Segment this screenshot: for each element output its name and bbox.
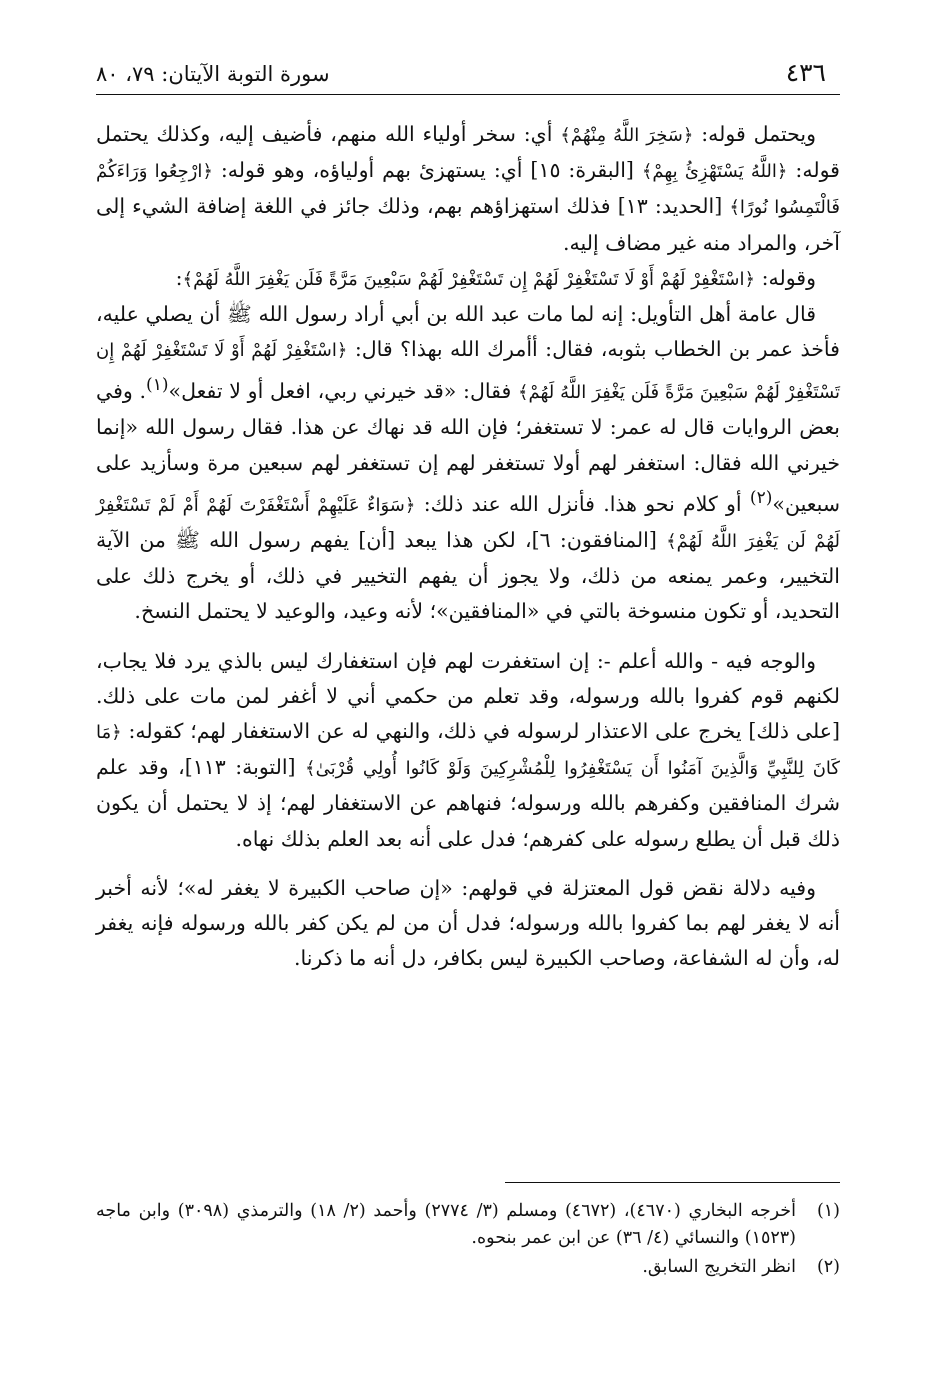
text-run: أي: سخر أولياء الله منهم، فأضيف إليه، وكذلك يحتمل قوله: [96, 122, 840, 183]
text-run: أو كلام نحو هذا. فأنزل الله عند ذلك: [415, 491, 750, 516]
paragraph-3 [96, 297, 840, 629]
footnote-number: (١) [816, 1201, 840, 1221]
quran-quote: ﴿ارْجِعُوا وَرَاءَكُمْ فَالْتَمِسُوا نُورًا﴾ [96, 161, 840, 219]
page-number: ٤٣٦ [785, 58, 826, 87]
footnote-text: انظر التخريج السابق. [642, 1257, 796, 1277]
running-title: سورة التوبة الآيتان: ٧٩، ٨٠ [96, 62, 330, 86]
footnote-ref-1[interactable]: (١) [146, 375, 169, 396]
footnote-number: (٢) [816, 1257, 840, 1277]
text-run: [البقرة: ١٥] أي: يستهزئ بهم أولياؤه، وهو قوله: [212, 158, 642, 183]
text-run: والوجه فيه - والله أعلم -: إن استغفرت لهم فإن استغفارك ليس بالذي يرد فلا يجاب، لكنهم قوم كفروا بالله ورسوله، وقد تعلم من حكمي أني لا أغفر لمن مات على ذلك. [على ذلك] يخرج على الاعتذار لرسوله في ذلك، والنهي له عن الاستغفار لهم؛ كقوله: [96, 648, 840, 743]
text-run: فقال: «قد خيرني ربي، افعل أو لا تفعل» [168, 379, 518, 404]
footnote-divider [505, 1182, 840, 1183]
footnote-ref-2[interactable]: (٢) [749, 487, 773, 508]
text-run: . وفي بعض الروايات قال له عمر: لا تستغفر؛ فإن الله قد نهاك عن هذا. فقال رسول الله «إنما خيرني الله فقال: استغفر لهم أولا تستغفر لهم إن تستغفر لهم سبعين مرة وسأزيد على سبعين» [96, 379, 841, 516]
quran-quote: ﴿اسْتَغْفِرْ لَهُمْ أَوْ لَا تَسْتَغْفِرْ لَهُمْ إِن تَسْتَغْفِرْ لَهُمْ سَبْعِينَ مَرَّةً فَلَن يَغْفِرَ اللَّهُ لَهُمْ﴾ [96, 340, 841, 404]
paragraph-1 [96, 117, 840, 261]
paragraph-2 [96, 261, 840, 297]
paragraph-5 [96, 871, 840, 977]
text-run: [الحديد: ١٣] فذلك استهزاؤهم بهم، وذلك جائز في اللغة إضافة الشيء إلى آخر، والمراد منه غير مضاف إليه. [96, 194, 840, 255]
text-run: ويحتمل قوله: [693, 122, 817, 146]
footnote-2 [96, 1254, 840, 1281]
footnotes [96, 1198, 840, 1283]
text-run: وفيه دلالة نقض قول المعتزلة في قولهم: «إن صاحب الكبيرة لا يغفر له»؛ لأنه أخبر أنه لا يغفر لهم بما كفروا بالله ورسوله؛ فدل أن من لم يكن كفر بالله ورسوله فإنه يغفر له، وأن له الشفاعة، وصاحب الكبيرة ليس بكافر، دل أنه ما ذكرنا. [96, 875, 840, 971]
quran-quote: ﴿مَا كَانَ لِلنَّبِيِّ وَالَّذِينَ آمَنُوا أَن يَسْتَغْفِرُوا لِلْمُشْرِكِينَ وَلَوْ كَانُوا أُولِي قُرْبَىٰ﴾ [96, 721, 840, 780]
page-header [96, 52, 840, 95]
quran-quote: ﴿سَوَاءٌ عَلَيْهِمْ أَسْتَغْفَرْتَ لَهُمْ أَمْ لَمْ تَسْتَغْفِرْ لَهُمْ لَن يَغْفِرَ اللَّهُ لَهُمْ﴾ [96, 494, 841, 552]
text-run: [التوبة: ١١٣]، وقد علم شرك المنافقين وكفرهم بالله ورسوله؛ فنهاهم عن الاستغفار لهم؛ إذ لا يحتمل أن يكون ذلك قبل أن يطلع رسوله على كفرهم؛ فدل على أنه بعد العلم بذلك نهاه. [96, 755, 840, 851]
quran-quote: ﴿سَخِرَ اللَّهُ مِنْهُمْ﴾ [560, 125, 694, 146]
footnote-1 [96, 1198, 840, 1252]
paragraph-4 [96, 644, 840, 857]
book-page [96, 52, 840, 1352]
main-text [96, 117, 840, 976]
quran-quote: ﴿اللَّهُ يَسْتَهْزِئُ بِهِمْ﴾ [641, 161, 788, 183]
footnote-text: أخرجه البخاري (٤٦٧٠)، (٤٦٧٢) ومسلم (٣/ ٢٧٧٤) وأحمد (٢/ ١٨) والترمذي (٣٠٩٨) وابن ماجه (١٥٢٣) والنسائي (٤/ ٣٦) عن ابن عمر بنحوه. [96, 1201, 796, 1248]
text-run: : [175, 265, 183, 290]
text-run: قال عامة أهل التأويل: إنه لما مات عبد الله بن أبي أراد رسول الله ﷺ أن يصلي عليه، فأخذ عمر بن الخطاب بثوبه، فقال: أأمرك الله بهذا؟ قال: [96, 302, 840, 362]
quran-quote: ﴿اسْتَغْفِرْ لَهُمْ أَوْ لَا تَسْتَغْفِرْ لَهُمْ إِن تَسْتَغْفِرْ لَهُمْ سَبْعِينَ مَرَّةً فَلَن يَغْفِرَ اللَّهُ لَهُمْ﴾ [182, 268, 756, 290]
text-run: [المنافقون: ٦]، لكن هذا يبعد [أن] يفهم رسول الله ﷺ من الآية التخيير، وعمر يمنعه من ذلك، ولا يجوز أن يفهم التخيير في ذلك، أو يخرج ذلك على التحديد، أو تكون منسوخة بالتي في «المنافقين»؛ لأنه وعيد، والوعيد لا يحتمل النسخ. [96, 527, 840, 624]
text-run: وقوله: [755, 265, 816, 290]
